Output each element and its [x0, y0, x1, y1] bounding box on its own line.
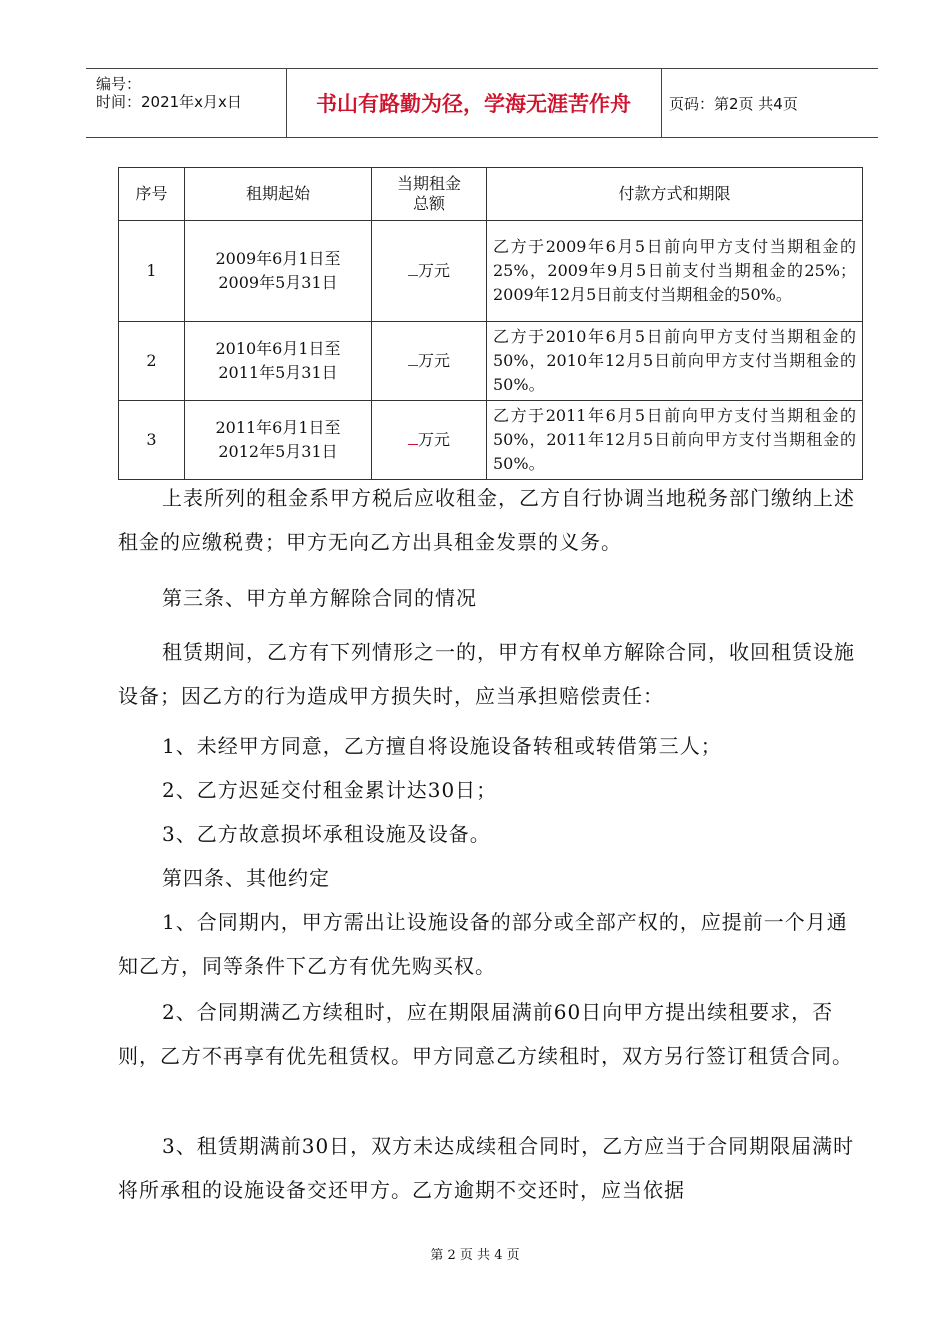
period-end: 2011年5月31日 — [218, 363, 338, 382]
period-start: 2009年6月1日至 — [215, 249, 341, 268]
clause-3-paragraph: 3、租赁期满前30日，双方未达成续租合同时，乙方应当于合同期限届满时将所承租的设施设备交还甲方。乙方逾期不交还时，应当依据 — [118, 1134, 855, 1202]
rent-schedule-table — [118, 167, 863, 480]
page-header — [86, 68, 878, 138]
section-4-heading: 第四条、其他约定 — [162, 866, 330, 890]
termination-item-3: 3、乙方故意损坏承租设施及设备。 — [162, 822, 491, 846]
period-start: 2010年6月1日至 — [215, 339, 341, 358]
amount-blank — [408, 430, 418, 445]
row-number: 1 — [119, 221, 185, 322]
table-row — [119, 401, 863, 480]
table-row — [119, 221, 863, 322]
row-number: 3 — [119, 401, 185, 480]
row-payment: 乙方于2009年6月5日前向甲方支付当期租金的25%，2009年9月5日前支付当期租金的25%；2009年12月5日前支付当期租金的50%。 — [487, 221, 863, 322]
page-footer: 第 2 页 共 4 页 — [430, 1248, 520, 1263]
table-header-row — [119, 168, 863, 221]
header-motto-cell — [286, 69, 662, 137]
period-end: 2009年5月31日 — [218, 273, 338, 292]
row-amount — [372, 322, 487, 401]
row-period — [185, 322, 372, 401]
clause-2-paragraph: 2、合同期满乙方续租时，应在期限届满前60日向甲方提出续租要求，否则，乙方不再享有优先租赁权。甲方同意乙方续租时，双方另行签订租赁合同。 — [118, 1000, 853, 1068]
row-payment: 乙方于2011年6月5日前向甲方支付当期租金的50%，2011年12月5日前向甲方支付当期租金的50%。 — [487, 401, 863, 480]
row-amount — [372, 221, 487, 322]
amount-unit: 万元 — [417, 430, 450, 449]
amount-unit: 万元 — [417, 261, 450, 280]
period-end: 2012年5月31日 — [218, 442, 338, 461]
col-header-period: 租期起始 — [185, 168, 372, 221]
col-header-payment: 付款方式和期限 — [487, 168, 863, 221]
tax-paragraph: 上表所列的租金系甲方税后应收租金，乙方自行协调当地税务部门缴纳上述租金的应缴税费；甲方无向乙方出具租金发票的义务。 — [118, 486, 855, 554]
header-motto: 书山有路勤为径，学海无涯苦作舟 — [316, 92, 631, 116]
header-meta — [86, 69, 287, 137]
row-period — [185, 401, 372, 480]
amount-unit: 万元 — [417, 351, 450, 370]
document-date-label: 时间：2021年x月x日 — [96, 93, 242, 111]
clause-1-paragraph: 1、合同期内，甲方需出让设施设备的部分或全部产权的，应提前一个月通知乙方，同等条件下乙方有优先购买权。 — [118, 910, 848, 978]
col-header-amount: 当期租金 总额 — [372, 168, 487, 221]
period-start: 2011年6月1日至 — [215, 418, 341, 437]
amount-blank — [408, 351, 418, 366]
section-3-heading: 第三条、甲方单方解除合同的情况 — [162, 586, 477, 610]
header-page-number: 页码：第2页 共4页 — [669, 94, 798, 113]
termination-item-2: 2、乙方迟延交付租金累计达30日； — [162, 778, 498, 802]
row-amount — [372, 401, 487, 480]
document-number-label: 编号： — [96, 75, 142, 93]
termination-paragraph: 租赁期间，乙方有下列情形之一的，甲方有权单方解除合同，收回租赁设施设备；因乙方的行为造成甲方损失时，应当承担赔偿责任： — [118, 640, 855, 708]
col-header-no: 序号 — [119, 168, 185, 221]
row-number: 2 — [119, 322, 185, 401]
table-row — [119, 322, 863, 401]
row-period — [185, 221, 372, 322]
termination-item-1: 1、未经甲方同意，乙方擅自将设施设备转租或转借第三人； — [162, 734, 722, 758]
header-page-cell — [661, 69, 878, 137]
row-payment: 乙方于2010年6月5日前向甲方支付当期租金的50%，2010年12月5日前向甲方支付当期租金的50%。 — [487, 322, 863, 401]
amount-blank — [408, 261, 418, 276]
